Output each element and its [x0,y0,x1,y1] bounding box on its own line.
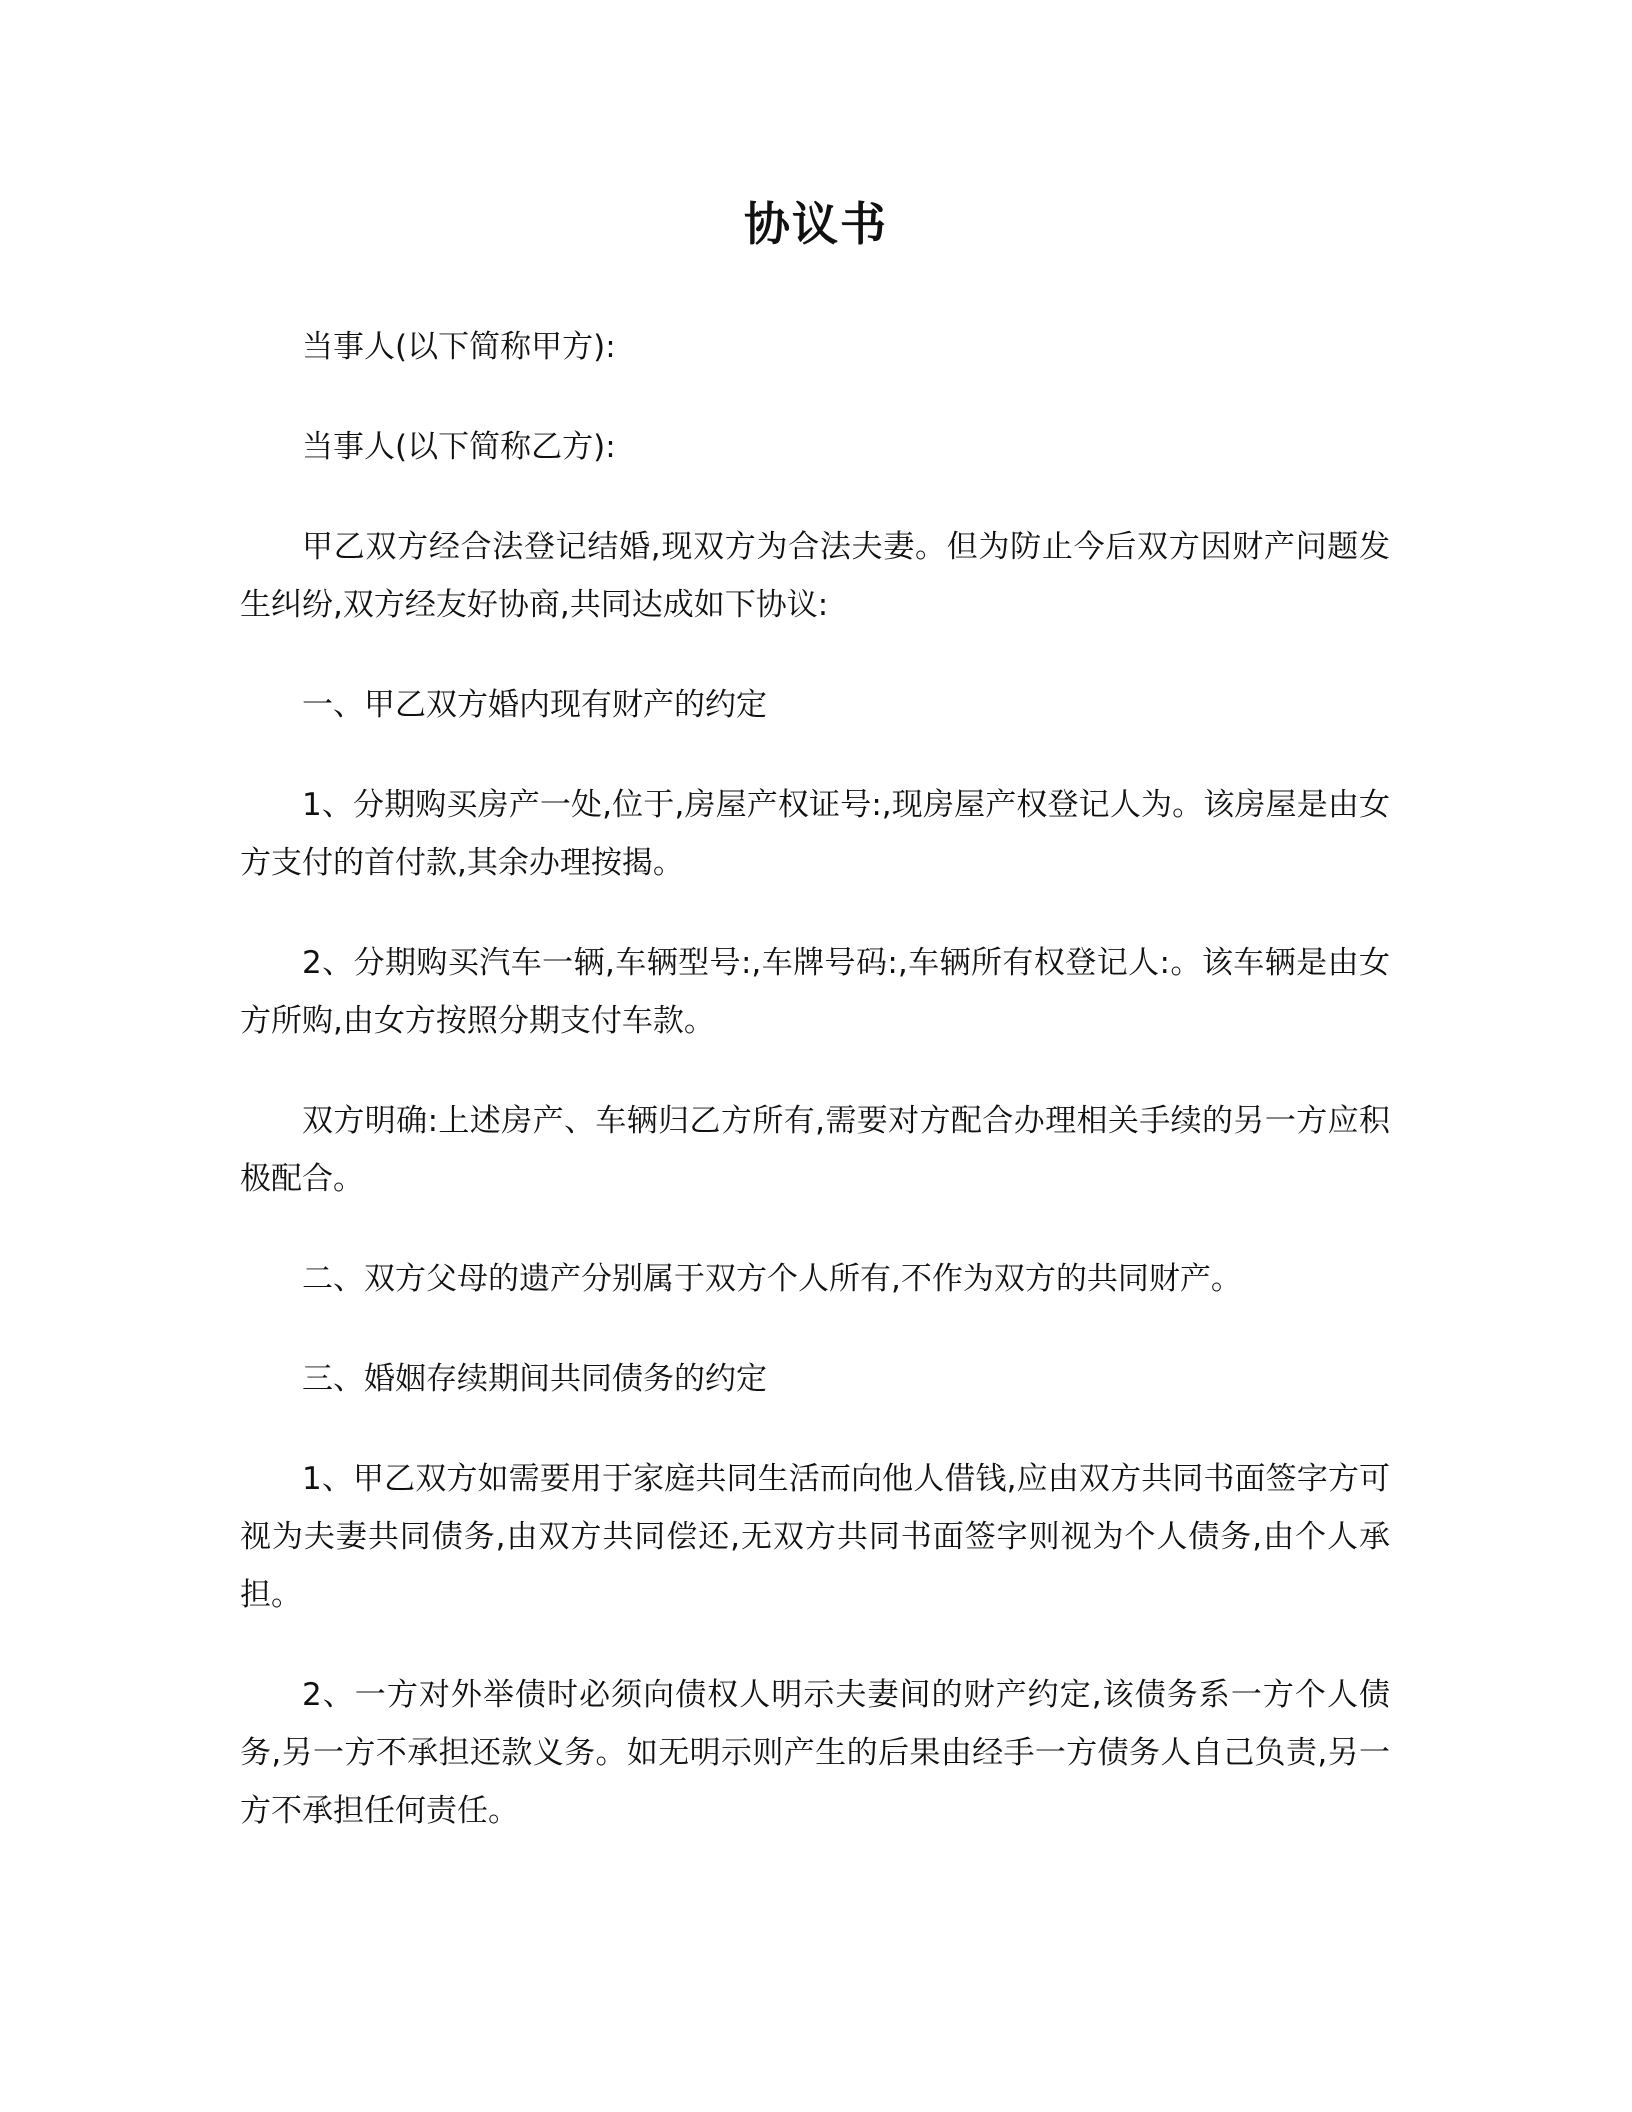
section-heading-3: 三、婚姻存续期间共同债务的约定 [302,1361,767,1397]
document-title: 协议书 [744,197,888,251]
section-heading-2: 二、双方父母的遗产分别属于双方个人所有,不作为双方的共同财产。 [302,1261,1242,1297]
clause-3-1: 1、甲乙双方如需要用于家庭共同生活而向他人借钱,应由双方共同书面签字方可视为夫妻共同债务,由双方共同偿还,无双方共同书面签字则视为个人债务,由个人承担。 [240,1461,1390,1613]
party-b-line: 当事人(以下简称乙方): [302,429,616,465]
clause-3-2: 2、一方对外举债时必须向债权人明示夫妻间的财产约定,该债务系一方个人债务,另一方不承担还款义务。如无明示则产生的后果由经手一方债务人自己负责,另一方不承担任何责任。 [240,1677,1390,1829]
party-a-line: 当事人(以下简称甲方): [302,329,616,365]
clause-1-1: 1、分期购买房产一处,位于,房屋产权证号:,现房屋产权登记人为。该房屋是由女方支付的首付款,其余办理按揭。 [240,787,1390,881]
document-body [240,318,1390,1882]
section-heading-1: 一、甲乙双方婚内现有财产的约定 [302,687,767,723]
clause-1-note: 双方明确:上述房产、车辆归乙方所有,需要对方配合办理相关手续的另一方应积极配合。 [240,1103,1390,1197]
clause-1-2: 2、分期购买汽车一辆,车辆型号:,车牌号码:,车辆所有权登记人:。该车辆是由女方所购,由女方按照分期支付车款。 [240,945,1390,1039]
preamble-paragraph: 甲乙双方经合法登记结婚,现双方为合法夫妻。但为防止今后双方因财产问题发生纠纷,双方经友好协商,共同达成如下协议: [240,529,1390,623]
